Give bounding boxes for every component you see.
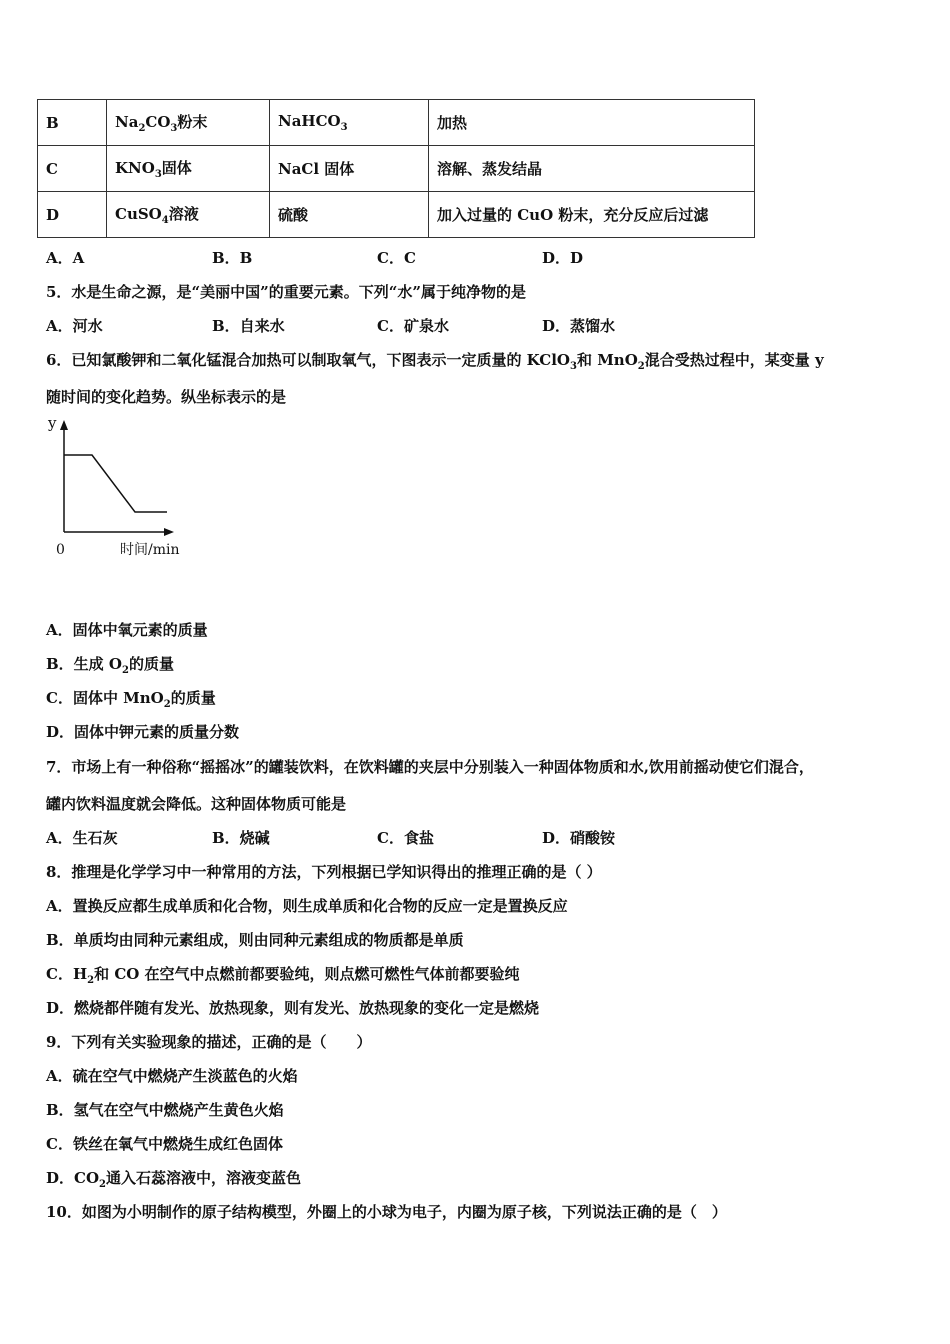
impurity-cell: 硫酸 (270, 192, 429, 238)
q8-stem: 8．推理是化学学习中一种常用的方法，下列根据已学知识得出的推理正确的是（ ） (46, 863, 602, 881)
q8-option-c[interactable]: C．$H_2$和 CO 在空气中点燃前都要验纯，则点燃可燃性气体前都要验纯 (46, 965, 520, 986)
q4-option-b[interactable]: B．B (212, 249, 253, 267)
table-row (38, 100, 755, 146)
q8-option-d[interactable]: D．燃烧都伴随有发光、放热现象，则有发光、放热现象的变化一定是燃烧 (46, 999, 540, 1017)
impurity-cell: NaHCO$_3$ (270, 100, 429, 146)
q6-option-b[interactable]: B．生成 $O_2$的质量 (46, 655, 174, 676)
method-cell: 加入过量的 CuO 粉末，充分反应后过滤 (429, 192, 755, 238)
q7-option-d[interactable]: D．硝酸铵 (542, 829, 616, 847)
q9-option-a[interactable]: A．硫在空气中燃烧产生淡蓝色的火焰 (46, 1067, 298, 1085)
q7-option-c[interactable]: C．食盐 (377, 829, 434, 847)
q10-stem: 10．如图为小明制作的原子结构模型，外圈上的小球为电子，内圈为原子核，下列说法正确的是（ ） (46, 1203, 727, 1221)
q6-stem-line1: 6．已知氯酸钾和二氧化锰混合加热可以制取氧气，下图表示一定质量的 KClO$_3$和 MnO$_2$混合受热过程中，某变量 y (46, 351, 824, 372)
table-row (38, 146, 755, 192)
q8-option-b[interactable]: B．单质均由同种元素组成，则由同种元素组成的物质都是单质 (46, 931, 464, 949)
q8-option-a[interactable]: A．置换反应都生成单质和化合物，则生成单质和化合物的反应一定是置换反应 (46, 897, 568, 915)
q4-option-c[interactable]: C．C (377, 249, 416, 267)
q5-option-a[interactable]: A．河水 (46, 317, 103, 335)
q5-option-d[interactable]: D．蒸馏水 (542, 317, 616, 335)
q4-option-d[interactable]: D．D (542, 249, 584, 267)
y-axis-label: y (48, 414, 57, 432)
row-label: D (38, 192, 107, 238)
table-row (38, 192, 755, 238)
q6-option-d[interactable]: D．固体中钾元素的质量分数 (46, 723, 240, 741)
q5-option-c[interactable]: C．矿泉水 (377, 317, 449, 335)
x-axis-label: 时间/min (120, 542, 180, 558)
x-axis-arrow (164, 528, 174, 536)
q7-option-a[interactable]: A．生石灰 (46, 829, 118, 847)
q6-option-a[interactable]: A．固体中氧元素的质量 (46, 621, 208, 639)
method-cell: 加热 (429, 100, 755, 146)
origin-label: 0 (56, 542, 65, 558)
q7-stem-line2: 罐内饮料温度就会降低。这种固体物质可能是 (46, 795, 347, 813)
method-cell: 溶解、蒸发结晶 (429, 146, 755, 192)
q6-graph (40, 412, 200, 564)
row-label: B (38, 100, 107, 146)
q7-option-b[interactable]: B．烧碱 (212, 829, 270, 847)
substance-cell: $KNO_3$固体 (107, 146, 270, 192)
answer-table (37, 99, 755, 238)
q5-stem: 5．水是生命之源，是“美丽中国”的重要元素。下列“水”属于纯净物的是 (46, 283, 526, 301)
q9-option-c[interactable]: C．铁丝在氧气中燃烧生成红色固体 (46, 1135, 283, 1153)
row-label: C (38, 146, 107, 192)
q5-option-b[interactable]: B．自来水 (212, 317, 285, 335)
impurity-cell: NaCl 固体 (270, 146, 429, 192)
q6-stem-line2: 随时间的变化趋势。纵坐标表示的是 (46, 388, 287, 406)
q4-option-a[interactable]: A．A (46, 249, 85, 267)
y-axis-arrow (60, 420, 68, 430)
substance-cell: CuSO$_4$溶液 (107, 192, 270, 238)
substance-cell: $Na_2CO_3$粉末 (107, 100, 270, 146)
graph-curve (64, 455, 167, 512)
q6-option-c[interactable]: C．固体中 MnO$_2$的质量 (46, 689, 216, 710)
q9-option-b[interactable]: B．氢气在空气中燃烧产生黄色火焰 (46, 1101, 284, 1119)
q9-option-d[interactable]: D．$CO_2$通入石蕊溶液中，溶液变蓝色 (46, 1169, 301, 1190)
q7-stem-line1: 7．市场上有一种俗称“摇摇冰”的罐装饮料，在饮料罐的夹层中分别装入一种固体物质和水,饮用前摇动使它们混合， (46, 758, 814, 776)
q9-stem: 9．下列有关实验现象的描述，正确的是（ ） (46, 1033, 372, 1051)
